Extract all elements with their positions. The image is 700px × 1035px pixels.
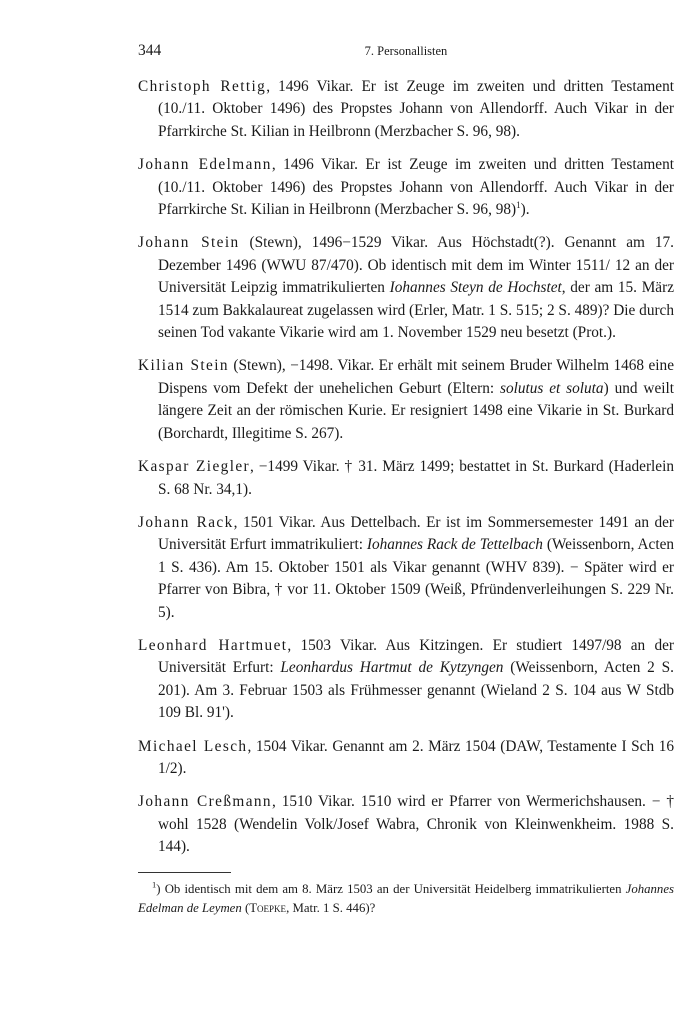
entry-name: Kilian Stein bbox=[138, 357, 229, 375]
entry-text: , 1501 Vikar. Aus Dettelbach. Er ist im Sommersemester 1491 an der Universität Erfurt immatrikuliert: bbox=[158, 513, 674, 554]
entry-italic: Leonhardus Hartmut de Kytzyngen bbox=[280, 659, 504, 677]
entry-text-end: ). bbox=[520, 201, 530, 219]
footnote-small-caps: Toepke bbox=[249, 900, 287, 915]
footnote-text-mid: ( bbox=[241, 900, 250, 915]
page-number: 344 bbox=[138, 42, 162, 59]
entry-text: , 1510 Vikar. 1510 wird er Pfarrer von Wermerichshausen. − † wohl 1528 (Wendelin Volk/Josef Wabra, Chronik von Kleinwenkheim. 1988 S. 144). bbox=[158, 793, 674, 856]
footnote-text-end: , Matr. 1 S. 446)? bbox=[286, 900, 376, 915]
entry-name: Johann Rack bbox=[138, 513, 234, 531]
entry-text-end: , der am 15. März 1514 zum Bakkalaureat zugelassen wird (Erler, Matr. 1 S. 515; 2 S. 489)? Die durch seinen Tod vakante Vikarie wird am 1. November 1529 neu besetzt (Prot.). bbox=[158, 279, 674, 342]
entry-italic: Iohannes Rack de Tettelbach bbox=[366, 536, 543, 554]
entry-italic: Iohannes Steyn de Hochstet bbox=[389, 279, 562, 297]
list-item bbox=[138, 791, 674, 858]
running-title: 7. Personallisten bbox=[364, 44, 448, 58]
entry-name: Kaspar Ziegler bbox=[138, 458, 251, 476]
entry-name: Johann Edelmann bbox=[138, 156, 272, 174]
footnote bbox=[138, 880, 674, 917]
entry-name: Johann Creßmann bbox=[138, 793, 272, 811]
entry-text: , 1503 Vikar. Aus Kitzingen. Er studiert 1497/98 an der Universität Erfurt: bbox=[158, 636, 674, 677]
entry-text-end: (Weissenborn, Acten 1 S. 436). Am 15. Oktober 1501 als Vikar genannt (WHV 839). − Später wird er Pfarrer von Bibra, † vor 11. Oktober 1509 (Weiß, Pfründenverleihungen S. 229 Nr. 5). bbox=[158, 536, 675, 621]
list-item bbox=[138, 736, 674, 781]
entry-name: Michael Lesch bbox=[138, 737, 248, 755]
entry-text: (Stewn), 1496−1529 Vikar. Aus Höchstadt(?). Genannt am 17. Dezember 1496 (WWU 87/470). Ob identisch mit dem im Winter 1511/ 12 an der Universität Leipzig immatrikulierten bbox=[158, 234, 674, 297]
entry-text-end: ) und weilt längere Zeit an der römischen Kurie. Er resigniert 1498 eine Vikarie in St. Burkard (Borchardt, Illegitime S. 267). bbox=[158, 379, 674, 442]
personnel-list bbox=[138, 76, 674, 870]
entry-text: , −1499 Vikar. † 31. März 1499; bestattet in St. Burkard (Haderlein S. 68 Nr. 34,1). bbox=[158, 458, 674, 498]
entry-text: , 1496 Vikar. Er ist Zeuge im zweiten und dritten Testament (10./11. Oktober 1496) des Propstes Johann von Allendorff. Auch Vikar in der Pfarrkirche St. Kilian in Heilbronn (Merzbacher S. 96, 98) bbox=[158, 156, 674, 219]
list-item bbox=[138, 512, 674, 624]
page-header bbox=[138, 42, 674, 62]
footnote-mark: 1 bbox=[152, 879, 157, 890]
list-item bbox=[138, 232, 674, 344]
list-item bbox=[138, 456, 674, 501]
entry-italic: solutus et soluta bbox=[500, 379, 604, 397]
entry-name: Leonhard Hartmuet bbox=[138, 636, 288, 654]
entry-name: Christoph Rettig bbox=[138, 78, 267, 95]
list-item bbox=[138, 635, 674, 725]
entry-text-end: (Weissenborn, Acten 2 S. 201). Am 3. Februar 1503 als Frühmesser genannt (Wieland 2 S. 104 aus W Stdb 109 Bl. 91'). bbox=[158, 659, 674, 722]
list-item bbox=[138, 355, 674, 445]
footnote-divider bbox=[138, 872, 231, 873]
footnote-text: ) Ob identisch mit dem am 8. März 1503 an der Universität Heidelberg immatrikulierten bbox=[156, 882, 626, 896]
entry-text: , 1504 Vikar. Genannt am 2. März 1504 (DAW, Testamente I Sch 16 1/2). bbox=[158, 737, 675, 777]
list-item bbox=[138, 76, 674, 143]
entry-name: Johann Stein bbox=[138, 234, 240, 252]
entry-text: , 1496 Vikar. Er ist Zeuge im zweiten und dritten Testament (10./11. Oktober 1496) des Propstes Johann von Allendorff. Auch Vikar in der Pfarrkirche St. Kilian in Heilbronn (Merzbacher S. 96, 98). bbox=[158, 78, 674, 140]
footnote-reference[interactable]: 1 bbox=[516, 199, 521, 210]
footnote-italic: Johannes Edelman de Leymen bbox=[138, 882, 674, 915]
entry-text: (Stewn), −1498. Vikar. Er erhält mit seinem Bruder Wilhelm 1468 eine Dispens vom Defekt der unehelichen Geburt (Eltern: bbox=[158, 357, 674, 397]
list-item bbox=[138, 154, 674, 221]
